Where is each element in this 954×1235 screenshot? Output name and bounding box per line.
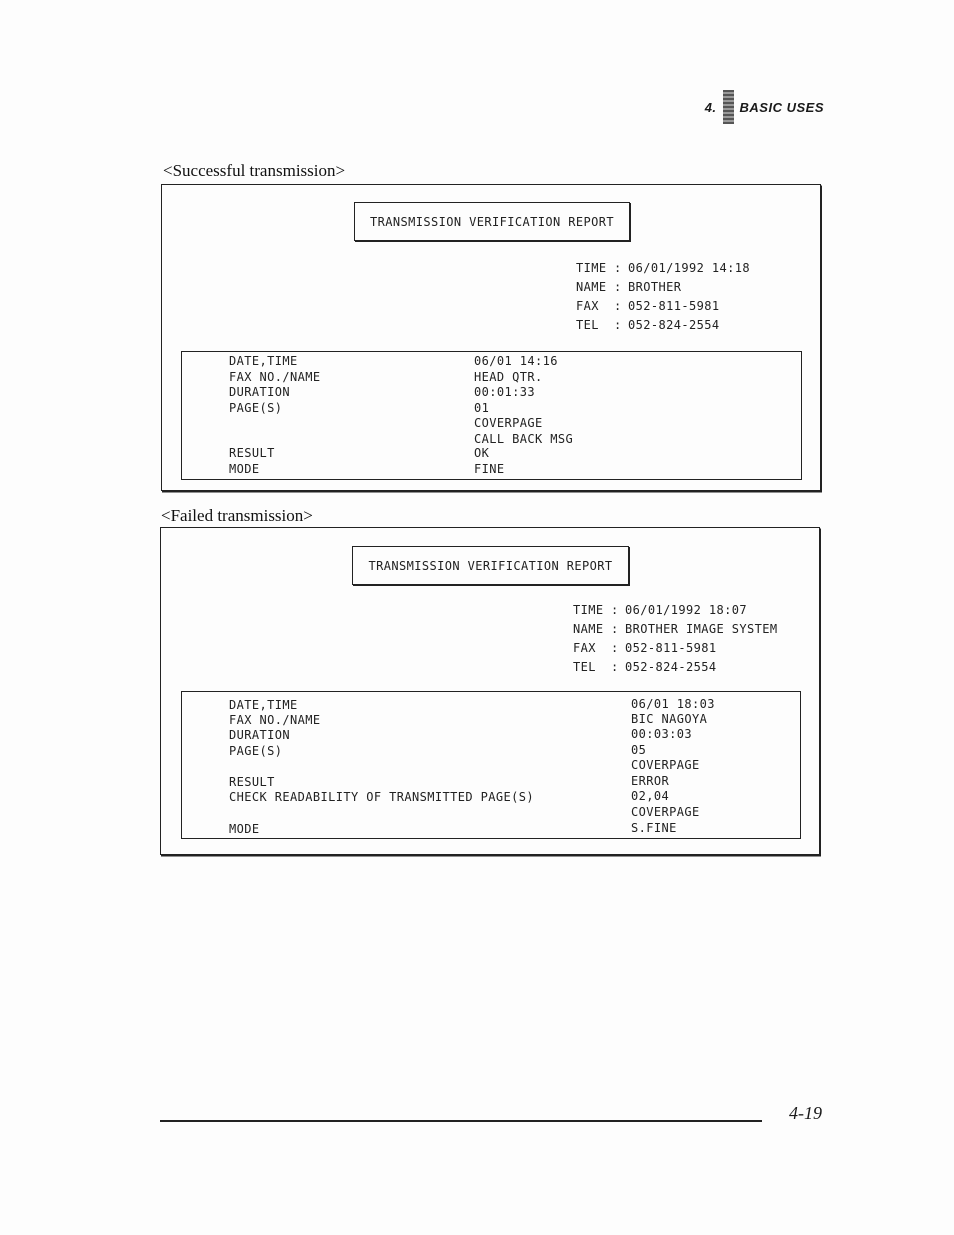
detail-label: DURATION: [229, 385, 290, 399]
detail-value: HEAD QTR.: [474, 370, 543, 384]
chapter-tab-marker: [723, 90, 734, 124]
section-heading-failed: <Failed transmission>: [161, 506, 313, 525]
detail-label: DURATION: [229, 728, 290, 742]
detail-value: 01: [474, 401, 490, 415]
detail-value: COVERPAGE: [631, 805, 700, 819]
detail-value: 00:01:33: [474, 385, 535, 399]
detail-value: FINE: [474, 462, 505, 476]
chapter-title: BASIC USES: [739, 99, 824, 115]
detail-value: OK: [474, 446, 490, 460]
transmission-details: [181, 691, 801, 839]
detail-value: 05: [631, 743, 647, 757]
sender-info-row: TEL : 052-824-2554: [576, 318, 720, 332]
detail-value: COVERPAGE: [474, 416, 543, 430]
transmission-details: [181, 351, 802, 480]
report-title-box: [352, 546, 629, 585]
sender-info-row: NAME : BROTHER IMAGE SYSTEM: [573, 622, 778, 636]
sender-info-row: FAX : 052-811-5981: [573, 641, 717, 655]
detail-label: DATE,TIME: [229, 698, 298, 712]
detail-label: PAGE(S): [229, 401, 283, 415]
sender-info: [573, 601, 778, 677]
detail-label: RESULT: [229, 446, 275, 460]
detail-value: CALL BACK MSG: [474, 432, 574, 446]
detail-label: CHECK READABILITY OF TRANSMITTED PAGE(S): [229, 790, 534, 804]
section-heading-successful: <Successful transmission>: [163, 161, 346, 180]
report-sample-failed: [160, 527, 820, 855]
sender-info-row: NAME : BROTHER: [576, 280, 682, 294]
detail-value: 02,04: [631, 789, 670, 803]
detail-value: 06/01 14:16: [474, 354, 558, 368]
detail-value: 06/01 18:03: [631, 697, 715, 711]
report-title: TRANSMISSION VERIFICATION REPORT: [368, 558, 613, 573]
detail-label: FAX NO./NAME: [229, 713, 321, 727]
detail-value: ERROR: [631, 774, 670, 788]
report-title: TRANSMISSION VERIFICATION REPORT: [370, 214, 614, 229]
detail-label: DATE,TIME: [229, 354, 298, 368]
footer-rule: [160, 1120, 762, 1122]
sender-info-row: TIME : 06/01/1992 18:07: [573, 603, 747, 617]
page-number: 4-19: [789, 1103, 822, 1123]
detail-value: S.FINE: [631, 821, 677, 835]
detail-label: MODE: [229, 462, 260, 476]
sender-info: [576, 259, 750, 335]
detail-value: 00:03:03: [631, 727, 692, 741]
detail-value: COVERPAGE: [631, 758, 700, 772]
detail-label: MODE: [229, 822, 260, 836]
sender-info-row: TIME : 06/01/1992 14:18: [576, 261, 750, 275]
detail-label: FAX NO./NAME: [229, 370, 321, 384]
detail-label: RESULT: [229, 775, 275, 789]
running-header: [705, 90, 824, 124]
sender-info-row: TEL : 052-824-2554: [573, 660, 717, 674]
report-sample-successful: [161, 184, 821, 491]
sender-info-row: FAX : 052-811-5981: [576, 299, 720, 313]
detail-value: BIC NAGOYA: [631, 712, 708, 726]
report-title-box: [354, 202, 630, 241]
chapter-number: 4.: [704, 99, 717, 115]
detail-label: PAGE(S): [229, 744, 283, 758]
